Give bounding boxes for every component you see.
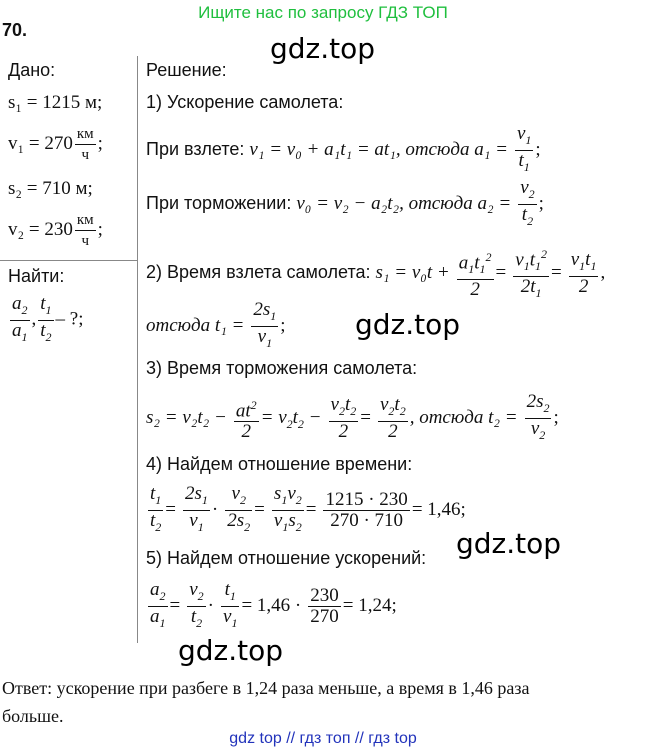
hence-t1-line: отсюда t₁ = $\frac{2s_1}{v_1}$ ; bbox=[146, 299, 286, 350]
divider-vertical bbox=[137, 56, 138, 643]
given-title: Дано: bbox=[8, 60, 56, 80]
step4-heading: 4) Найдем отношение времени: bbox=[146, 454, 413, 474]
step1-heading: 1) Ускорение самолета: bbox=[146, 92, 344, 112]
step4-formula: $\frac{t_1}{t_2}$ = $\frac{2s_1}{v_1}$ · $\frac{v_2}{2s_2}$ = $\frac{s_1v_2}{v_1s_2}$ = $\frac{1215 \cdot 230}{270 \cdot 710}$ = 1,46; bbox=[150, 483, 466, 534]
divider-horizontal bbox=[0, 260, 137, 261]
find-title: Найти: bbox=[8, 266, 65, 286]
step2-line: 2) Время взлета самолета: s₁ = v₀t + $\frac{a_1t_1^2}{2}$ = $\frac{v_1t_1^2}{2t_1}$ = $\frac{v_1t_1}{2}$ , bbox=[146, 244, 605, 303]
watermark: gdz.top bbox=[178, 634, 284, 667]
given-v1: v₁ = 270 $\frac{км}{ч}$ ; bbox=[8, 126, 103, 163]
find-expression: $\frac{a_2}{a_1}$ , $\frac{t_1}{t_2}$ – ?; bbox=[12, 293, 84, 344]
answer-line-1: Ответ: ускорение при разбеге в 1,24 раза меньше, а время в 1,46 раза bbox=[2, 678, 530, 698]
watermark: gdz.top bbox=[270, 32, 376, 65]
problem-number: 70. bbox=[2, 20, 28, 40]
given-v2: v₂ = 230 $\frac{км}{ч}$ ; bbox=[8, 212, 103, 249]
answer-line-2: больше. bbox=[2, 706, 64, 726]
watermark: gdz.top bbox=[456, 527, 562, 560]
footer-links[interactable]: gdz top // гдз топ // гдз top bbox=[229, 730, 417, 747]
given-s1: s₁ = 1215 м; bbox=[8, 92, 103, 113]
watermark: gdz.top bbox=[355, 308, 461, 341]
promo-banner[interactable]: Ищите нас по запросу ГДЗ ТОП bbox=[198, 3, 448, 22]
solution-title: Решение: bbox=[146, 60, 227, 80]
step5-heading: 5) Найдем отношение ускорений: bbox=[146, 548, 427, 568]
given-s2: s₂ = 710 м; bbox=[8, 178, 93, 199]
step5-formula: $\frac{a_2}{a_1}$ = $\frac{v_2}{t_2}$ · $\frac{t_1}{v_1}$ = 1,46 · $\frac{230}{270}$ = 1,24; bbox=[150, 579, 397, 630]
step3-heading: 3) Время торможения самолета: bbox=[146, 358, 418, 378]
braking-line: При торможении: v₀ = v₂ − a₂t₂, отсюда a₂ = $\frac{v_2}{t_2}$ ; bbox=[146, 177, 544, 228]
takeoff-line: При взлете: v₁ = v₀ + a₁t₁ = at₁, отсюда a₁ = $\frac{v_1}{t_1}$ ; bbox=[146, 123, 541, 174]
step3-formula: s₂ = v₂t₂ − $\frac{at^2}{2}$ = $v_2t_2$ − $\frac{v_2t_2}{2}$ = $\frac{v_2t_2}{2}$ , отсюда t₂ = $\frac{2s_2}{v_2}$ ; bbox=[146, 391, 559, 442]
